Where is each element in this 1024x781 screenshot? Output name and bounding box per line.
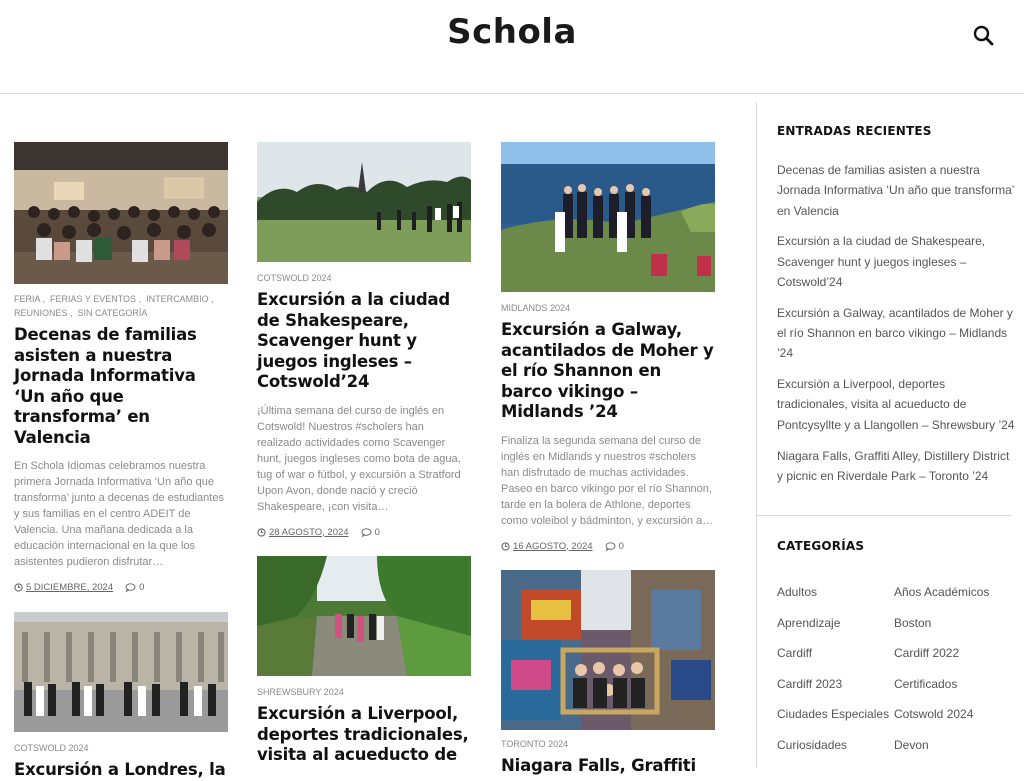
- clock-icon: [257, 528, 266, 537]
- recent-post-link[interactable]: Niagara Falls, Graffiti Alley, Distillery District y picnic en Riverdale Park – Toronto ’24: [777, 448, 1010, 483]
- comment-icon: [361, 528, 372, 537]
- post-thumbnail[interactable]: [257, 142, 471, 262]
- recent-post-link[interactable]: Excursión a Galway, acantilados de Moher y el río Shannon en barco vikingo – Midlands ’24: [777, 305, 1013, 361]
- post-card: [501, 142, 715, 552]
- post-meta: [14, 582, 228, 593]
- comment-count[interactable]: 0: [374, 526, 380, 538]
- category-link[interactable]: Certificados: [894, 676, 958, 691]
- post-excerpt: ¡Última semana del curso de inglés en Cotswold! Nuestros #scholers han realizado actividades como Scavenger hunt, juegos ingleses como bota de agua, tug of war o fútbol, y excursión a Stratford Upon Avon, donde nació y creció Shakespeare, ¡con visita…: [257, 404, 461, 513]
- post-excerpt: En Schola Idiomas celebramos nuestra primera Jornada Informativa ‘Un año que transforma’ junto a decenas de estudiantes y sus familias en el centro ADEIT de Valencia. Una mañana dedicada a la educación internacional en la que los asistentes pudieron disfrutar…: [14, 460, 224, 568]
- site-header: [0, 0, 1024, 94]
- recent-posts-list: [777, 160, 1015, 486]
- category-link[interactable]: Cardiff 2023: [777, 676, 843, 691]
- post-card: [501, 570, 715, 777]
- category-link[interactable]: Devon: [894, 737, 929, 752]
- posts-grid: [0, 95, 756, 779]
- sidebar: [756, 102, 1024, 768]
- post-date[interactable]: 28 AGOSTO, 2024: [269, 526, 349, 538]
- post-categories: [501, 737, 715, 751]
- clock-icon: [14, 583, 23, 592]
- post-card: [257, 142, 471, 538]
- comment-icon: [125, 583, 136, 592]
- widget-title: CATEGORÍAS: [777, 539, 865, 553]
- category-link[interactable]: SHREWSBURY 2024: [257, 687, 344, 697]
- category-link[interactable]: Adultos: [777, 585, 818, 599]
- comment-icon: [605, 542, 616, 551]
- post-card: [14, 142, 228, 593]
- site-logo[interactable]: Schola: [447, 12, 577, 52]
- category-link[interactable]: Cotswold 2024: [894, 707, 974, 722]
- post-categories: [257, 271, 471, 285]
- post-categories: FERIA , FERIAS Y EVENTOS , INTERCAMBIO , REUNIONES , SIN CATEGORÍA: [14, 294, 214, 318]
- category-link[interactable]: TORONTO 2024: [501, 739, 569, 749]
- recent-posts-widget: [777, 124, 1015, 497]
- post-date[interactable]: 16 AGOSTO, 2024: [513, 540, 593, 552]
- sidebar-divider: [757, 515, 1011, 516]
- post-title[interactable]: Decenas de familias asisten a nuestra Jornada Informativa ‘Un año que transforma’ en Valencia: [14, 325, 197, 447]
- category-link[interactable]: FERIA: [14, 294, 41, 304]
- category-link[interactable]: Aprendizaje: [777, 615, 841, 630]
- post-thumbnail[interactable]: [257, 556, 471, 676]
- category-link[interactable]: Cardiff 2022: [894, 646, 960, 661]
- post-title[interactable]: Excursión a Galway, acantilados de Moher y el río Shannon en barco vikingo – Midlands ’24: [501, 320, 714, 421]
- post-categories: [501, 301, 715, 315]
- recent-post-link[interactable]: Excursión a la ciudad de Shakespeare, Scavenger hunt y juegos ingleses – Cotswold’24: [777, 234, 986, 289]
- category-link[interactable]: Ciudades Especiales: [777, 707, 890, 722]
- post-title[interactable]: Niagara Falls, Graffiti: [501, 756, 696, 775]
- category-link[interactable]: Curiosidades: [777, 737, 848, 752]
- comment-count[interactable]: 0: [139, 582, 145, 593]
- category-link[interactable]: Años Académicos: [894, 585, 990, 599]
- post-meta: [501, 541, 715, 552]
- post-meta: [257, 527, 471, 538]
- post-date[interactable]: 5 DICIEMBRE, 2024: [26, 582, 114, 593]
- post-thumbnail[interactable]: [501, 570, 715, 730]
- search-icon[interactable]: [972, 24, 996, 48]
- category-link[interactable]: FERIAS Y EVENTOS: [50, 294, 137, 304]
- post-title[interactable]: Excursión a Londres, la: [14, 760, 226, 779]
- post-categories: [257, 685, 471, 699]
- category-link[interactable]: Boston: [894, 615, 932, 630]
- categories-widget: [777, 539, 1017, 761]
- post-categories: [14, 741, 228, 755]
- category-link[interactable]: MIDLANDS 2024: [501, 303, 571, 313]
- category-link[interactable]: COTSWOLD 2024: [257, 273, 332, 283]
- post-title[interactable]: Excursión a la ciudad de Shakespeare, Scavenger hunt y juegos ingleses – Cotswold’24: [257, 290, 451, 391]
- post-excerpt: Finaliza la segunda semana del curso de inglés en Midlands y nuestros #scholers han disfrutado de muchas actividades. Paseo en barco vikingo por el río Shannon, tarde en la bolera de Athlone, deportes como voleibol y bádminton, y excursión a…: [501, 434, 714, 527]
- recent-post-link[interactable]: Decenas de familias asisten a nuestra Jornada Informativa ‘Un año que transforma’ en Valencia: [777, 163, 1015, 218]
- post-card: [257, 556, 471, 766]
- recent-post-link[interactable]: Excursión a Liverpool, deportes tradicionales, visita al acueducto de Pontcysyllte y a Llangollen – Shrewsbury ’24: [777, 377, 1015, 432]
- widget-title: ENTRADAS RECIENTES: [777, 124, 932, 138]
- category-link[interactable]: REUNIONES: [14, 308, 68, 318]
- categories-list: [777, 577, 1017, 761]
- category-link[interactable]: INTERCAMBIO: [146, 294, 209, 304]
- category-link[interactable]: COTSWOLD 2024: [14, 743, 89, 753]
- post-card: [14, 612, 228, 781]
- comment-count[interactable]: 0: [618, 540, 624, 552]
- post-title[interactable]: Excursión a Liverpool, deportes tradicionales, visita al acueducto de: [257, 704, 469, 764]
- post-thumbnail[interactable]: [14, 612, 228, 732]
- post-thumbnail[interactable]: [501, 142, 715, 292]
- post-thumbnail[interactable]: [14, 142, 228, 284]
- clock-icon: [501, 542, 510, 551]
- category-link[interactable]: Cardiff: [777, 646, 813, 661]
- category-link[interactable]: SIN CATEGORÍA: [77, 308, 148, 318]
